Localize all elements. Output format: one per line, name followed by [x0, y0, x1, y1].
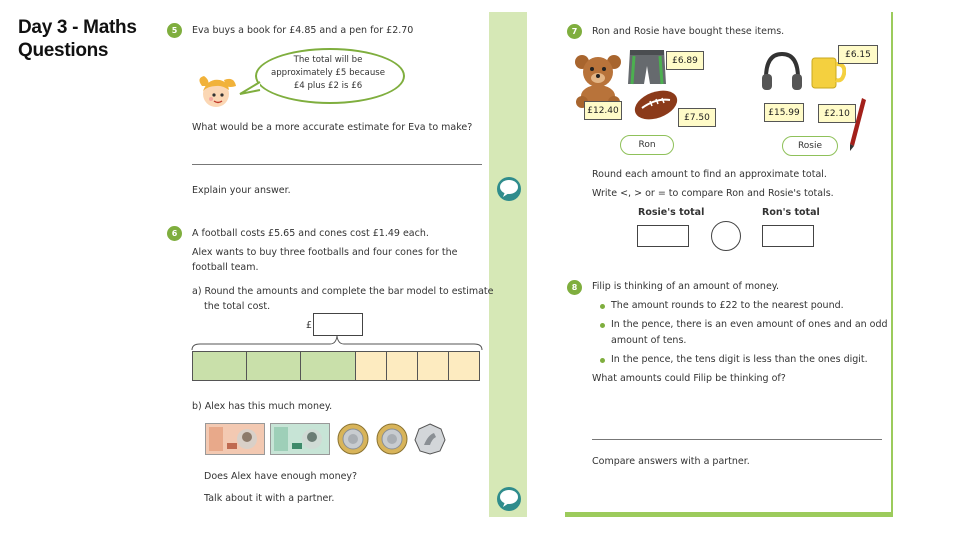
q6-talk: Talk about it with a partner. — [204, 493, 335, 504]
bar-cell-cone-2[interactable] — [386, 351, 418, 381]
bar-cell-cone-1[interactable] — [355, 351, 387, 381]
bullet-dot-2 — [600, 323, 605, 328]
bar-model-total-box[interactable] — [313, 313, 363, 336]
q8-compare: Compare answers with a partner. — [592, 456, 750, 467]
q8-bullet-2-line-1: In the pence, there is an even amount of ones and an odd — [611, 319, 888, 330]
q6-b-line: b) Alex has this much money. — [192, 401, 333, 412]
page-right-border — [891, 12, 893, 517]
price-tag-shorts: £6.89 — [666, 51, 704, 70]
book-spine — [489, 12, 527, 517]
discussion-speech-icon — [496, 176, 522, 202]
bullet-dot-3 — [600, 358, 605, 363]
bubble-line-2: approximately £5 because — [270, 68, 386, 78]
bar-model-brace-icon — [190, 334, 484, 352]
ten-pound-note-icon — [270, 423, 330, 455]
two-pound-coin-icon-1 — [337, 423, 369, 455]
q6-line-2: Alex wants to buy three footballs and four cones for the — [192, 247, 458, 258]
bubble-text — [260, 54, 396, 93]
speech-bubble-tail-icon — [238, 80, 262, 98]
q6-line-1: A football costs £5.65 and cones cost £1.49 each. — [192, 228, 429, 239]
page-bottom-border — [565, 512, 893, 517]
price-tag-headphones: £15.99 — [764, 103, 804, 122]
rugby-ball-icon — [632, 88, 680, 122]
fifty-pence-coin-icon — [414, 423, 446, 455]
q5-text: Eva buys a book for £4.85 and a pen for £2.70 — [192, 25, 414, 36]
compare-symbol-circle[interactable] — [711, 221, 741, 251]
q8-answer-line[interactable] — [592, 439, 882, 440]
q8-text: Filip is thinking of an amount of money. — [592, 281, 780, 292]
slide-title-line2: Questions — [18, 40, 109, 61]
two-pound-coin-icon-2 — [376, 423, 408, 455]
bar-model — [192, 351, 480, 381]
q6-a-line-1: a) Round the amounts and complete the bar model to estimate — [192, 286, 494, 297]
bar-cell-cone-3[interactable] — [417, 351, 449, 381]
slide-title-line1: Day 3 - Maths — [18, 17, 137, 38]
bar-cell-football-2[interactable] — [246, 351, 301, 381]
ron-total-box[interactable] — [762, 225, 814, 247]
ron-label: Ron — [620, 135, 674, 155]
q7-text: Ron and Rosie have bought these items. — [592, 26, 785, 37]
price-tag-pencil: £2.10 — [818, 104, 856, 123]
bar-cell-football-3[interactable] — [300, 351, 356, 381]
bar-cell-football-1[interactable] — [192, 351, 247, 381]
teddy-bear-icon — [570, 52, 626, 108]
rosie-total-heading: Rosie's total — [638, 207, 705, 218]
bubble-line-1: The total will be — [293, 55, 363, 65]
rosie-total-box[interactable] — [637, 225, 689, 247]
football-shorts-icon — [626, 46, 668, 88]
price-tag-ball: £7.50 — [678, 108, 716, 127]
twenty-pound-note-icon — [205, 423, 265, 455]
q7-write: Write <, > or = to compare Ron and Rosie's totals. — [592, 188, 834, 199]
q7-round: Round each amount to find an approximate total. — [592, 169, 827, 180]
q8-question: What amounts could Filip be thinking of? — [592, 373, 786, 384]
eva-character-icon — [194, 74, 238, 112]
q5-explain: Explain your answer. — [192, 185, 291, 196]
q8-bullet-2-line-2: amount of tens. — [611, 335, 687, 346]
bar-cell-cone-4[interactable] — [448, 351, 480, 381]
bullet-dot-1 — [600, 304, 605, 309]
q5-question: What would be a more accurate estimate for Eva to make? — [192, 122, 473, 133]
pound-sign: £ — [306, 320, 313, 331]
discussion-speech-icon-2 — [496, 486, 522, 512]
q5-answer-line[interactable] — [192, 164, 482, 165]
bubble-line-3: £4 plus £2 is £6 — [293, 81, 363, 91]
price-tag-bear: £12.40 — [584, 101, 622, 120]
question-5-number: 5 — [167, 23, 182, 38]
question-8-number: 8 — [567, 280, 582, 295]
q6-a-line-2: the total cost. — [204, 301, 271, 312]
question-6-number: 6 — [167, 226, 182, 241]
q8-bullet-1: The amount rounds to £22 to the nearest pound. — [611, 300, 844, 311]
q8-bullet-3: In the pence, the tens digit is less than the ones digit. — [611, 354, 868, 365]
q6-enough: Does Alex have enough money? — [204, 471, 358, 482]
question-7-number: 7 — [567, 24, 582, 39]
slide-title — [18, 16, 137, 62]
headphones-icon — [760, 50, 804, 94]
rosie-label: Rosie — [782, 136, 838, 156]
q6-line-3: football team. — [192, 262, 259, 273]
price-tag-mug: £6.15 — [838, 45, 878, 64]
ron-total-heading: Ron's total — [762, 207, 820, 218]
